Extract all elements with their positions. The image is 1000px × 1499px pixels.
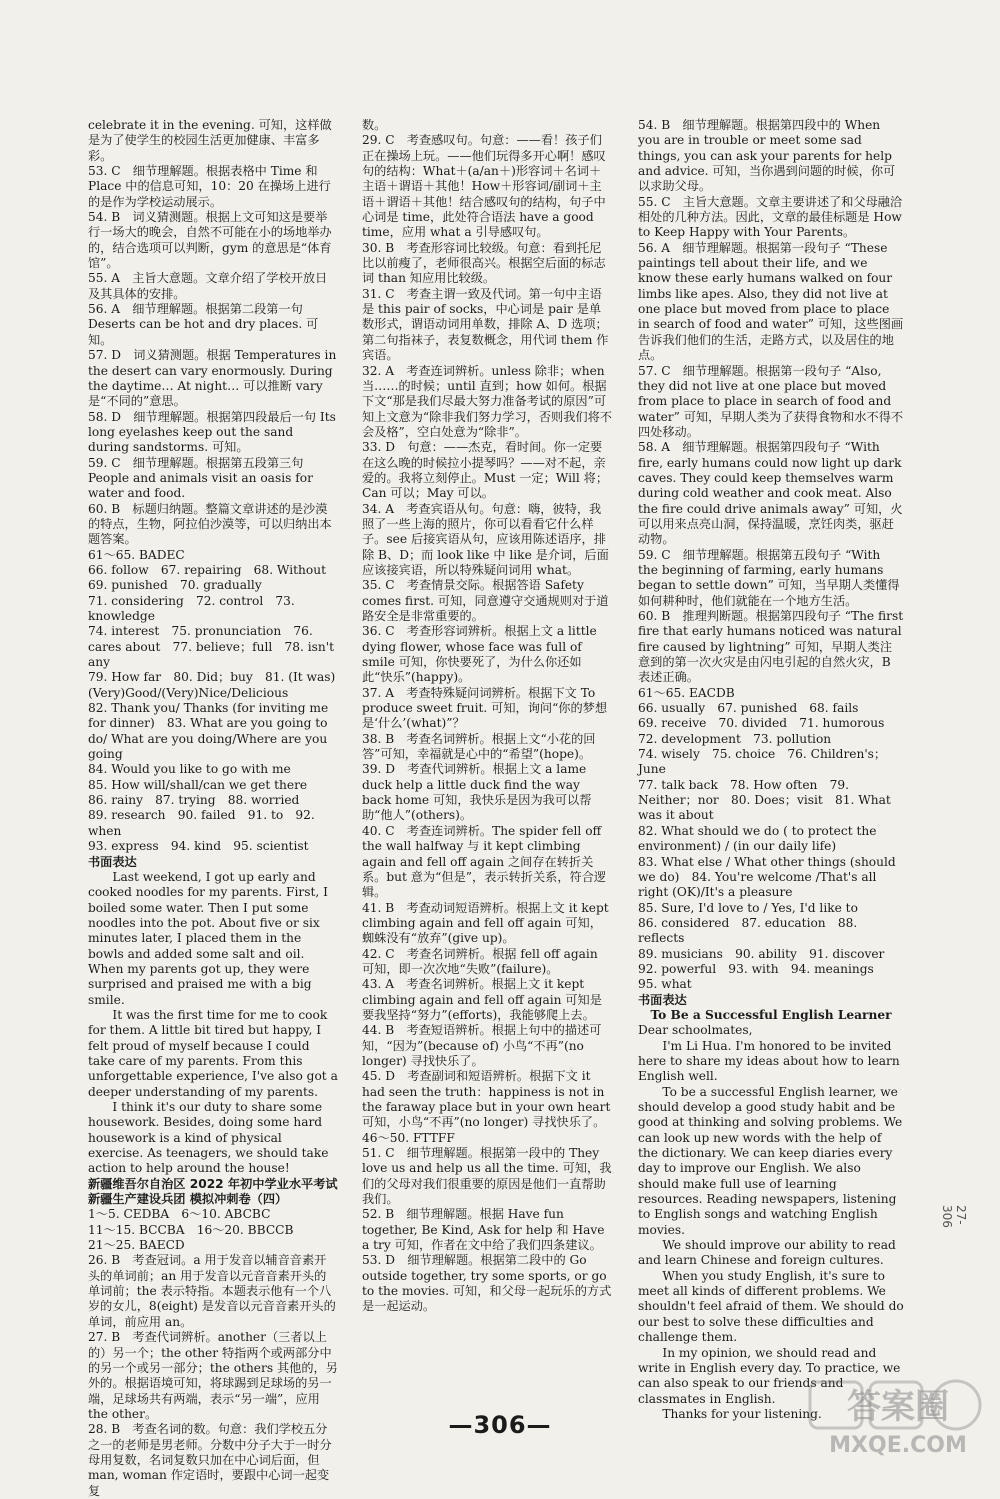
answer-item: 31. C 考查主谓一致及代词。第一句中主语是 this pair of socks，中心词是 pair 是单数形式，谓语动词用单数，排除 A、D 选项；第二句指袜子，表复数概念，用代词 them 作宾语。 (362, 286, 609, 363)
section-label: 书面表达 (88, 854, 137, 869)
column-middle (362, 118, 612, 1315)
answer-line: 82. Thank you/ Thanks (for inviting me for dinner) 83. What are you going to do/ What are you doing/Where are you going (88, 701, 329, 762)
essay-paragraph: Last weekend, I got up early and cooked noodles for my parents. First, I boiled some water. Then I put some noodles into the pot. About five or six minutes later, I placed them in the bowls and added some salt and oil. When my parents got up, they were surprised and praised me with a big smile. (88, 869, 328, 1007)
answer-item: 51. C 细节理解题。根据第一段中的 They love us and help us all the time. 可知，我们的父母对我们很重要的原因是他们一直帮助我们。 (362, 1146, 612, 1207)
page-number: —306— (448, 1411, 552, 1439)
section-heading: 新疆维吾尔自治区 2022 年初中学业水平考试 新疆生产建设兵团 模拟冲刺卷（四） (88, 1176, 338, 1207)
answer-line: 83. What else / What other things (should we do) 84. You're welcome /That's all right (OK)/It's a pleasure (638, 854, 896, 900)
answer-item: 44. B 考查短语辨析。根据上句中的描述可知，“因为”(because of) 小鸟“不再”(no longer) 寻找快乐了。 (362, 1023, 602, 1068)
answer-line: 77. talk back 78. How often 79. Neither；nor 80. Does；visit 81. What was it about (638, 777, 891, 823)
column-right (638, 118, 904, 1422)
answer-line: 11～15. BCCBA 16～20. BBCCB (88, 1222, 294, 1237)
answer-item: 37. A 考查特殊疑问词辨析。根据下文 To produce sweet fruit. 可知，询问“你的梦想是‘什么’(what)”？ (362, 685, 608, 731)
answer-item: 58. A 细节理解题。根据第四段句子 “With fire, early humans could now light up dark caves. They could keep themselves warm during cold weather and cook meat. Also the fire could drive animals away” 可知，火可以用来点亮山洞，保持温暖，烹饪肉类，驱赶动物。 (638, 440, 903, 547)
answer-line: 21～25. BAECD (88, 1238, 185, 1253)
section-label: 书面表达 (638, 992, 687, 1007)
answer-item: 36. C 考查形容词辨析。根据上文 a little dying flower, whose face was full of smile 可知，你快要死了，为什么你还如此“快乐”(happy)。 (362, 624, 597, 685)
answer-item: 41. B 考查动词短语辨析。根据上文 it kept climbing again and fell off again 可知，蜘蛛没有“放弃”(give up)。 (362, 900, 609, 946)
answer-item: 32. A 考查连词辨析。unless 除非；when 当……的时候；until 直到；how 如何。根据下文“那是我们尽最大努力准备考试的原因”可知上文意为“除非我们努力学习，否则我们将不会及格”，空白处意为“除非”。 (362, 363, 612, 439)
answer-item: 30. B 考查形容词比较级。句意：看到托尼比以前瘦了，老师很高兴。根据空后面的标志词 than 知应用比较级。 (362, 240, 606, 286)
answer-item: 52. B 细节理解题。根据 Have fun together, Be Kind, Ask for help 和 Have a try 可知，作者在文中给了我们四条建议。 (362, 1207, 605, 1253)
answer-line: 61～65. BADEC (88, 547, 185, 562)
essay-paragraph: To be a successful English learner, we should develop a good study habit and be good at thinking and solving problems. We can look up new words with the help of the dictionary. We can keep diaries every day to improve our English. We also should make full use of learning resources. Reading newspapers, listening to English songs and watching English movies. (638, 1084, 903, 1237)
essay-paragraph: When you study English, it's sure to meet all kinds of different problems. We shouldn't feel afraid of them. We should do our best to solve these difficulties and challenge them. (638, 1268, 904, 1345)
answer-line: 72. development 73. pollution (638, 731, 832, 746)
answer-line: 74. interest 75. pronunciation 76. cares about 77. believe；full 78. isn't any (88, 624, 335, 670)
answer-line: 86. rainy 87. trying 88. worried (88, 793, 300, 808)
answer-line: 93. express 94. kind 95. scientist (88, 839, 309, 854)
answer-item: 53. C 细节理解题。根据表格中 Time 和 Place 中的信息可知，10：20 在操场上进行的是作为学校运动展示。 (88, 164, 331, 209)
answer-item: 28. B 考查名词的数。句意：我们学校五分之一的老师是男老师。分数中分子大于一时分母用复数，名词复数只加在中心词后面，但 man, woman 作定语时，要跟中心词一起变复 (88, 1422, 332, 1498)
answer-item: 57. D 词义猜测题。根据 Temperatures in the desert can vary enormously. During the daytime… At night… 可以推断 vary 是“不同的”意思。 (88, 348, 337, 409)
answer-line: 74. wisely 75. choice 76. Children's；June (638, 747, 887, 777)
answer-item: 45. D 考查副词和短语辨析。根据下文 it had seen the truth：happiness is not in the faraway place but in your own heart 可知，小鸟“不再”(no longer) 寻找快乐了。 (362, 1069, 611, 1130)
answer-item: 56. A 细节理解题。根据第一段句子 “These paintings tell about their life, and we know these early humans walked on four limbs like apes. Also, they did not live at one place but moved from place to place in search of food and water” 可知，这些图画告诉我们他们的生活，走路方式，以及居住的地点。 (638, 240, 904, 363)
answer-item: 60. B 推理判断题。根据第四段句子 “The first fire that early humans noticed was natural fire caused by lightning” 可知，早期人类注意到的第一次火灾是由闪电引起的自然火灾，B 表述正确。 (638, 609, 904, 685)
answer-line: 数。 (362, 118, 387, 132)
answer-item: 40. C 考查连词辨析。The spider fell off the wall halfway 与 it kept climbing again and fell off again 之间存在转折关系。but 意为“但是”，表示转折关系，符合逻辑。 (362, 823, 607, 900)
answer-item: 39. D 考查代词辨析。根据上文 a lame duck help a little duck find the way back home 可知，我快乐是因为我可以帮助“他人”(others)。 (362, 762, 592, 823)
answer-item: 59. C 细节理解题。根据第五段第三句 People and animals visit an oasis for water and food. (88, 455, 313, 501)
answer-item: 26. B 考查冠词。a 用于发音以辅音音素开头的单词前；an 用于发音以元音音素开头的单词前；the 表示特指。本题表示他有一个八岁的女儿，8(eight) 是发音以元音音素开头的单词，前应用 an。 (88, 1253, 336, 1329)
essay-paragraph: Thanks for your listening. (662, 1406, 822, 1421)
answer-line: 79. How far 80. Did；buy 81. (It was) (Very)Good/(Very)Nice/Delicious (88, 670, 336, 700)
essay-paragraph: I'm Li Hua. I'm honored to be invited here to share my ideas about how to learn English well. (638, 1038, 900, 1084)
answer-item: 55. C 主旨大意题。文章主要讲述了和父母融洽相处的几种方法。因此，文章的最佳标题是 How to Keep Happy with Your Parents。 (638, 194, 903, 240)
essay-paragraph: We should improve our ability to read and learn Chinese and foreign cultures. (638, 1238, 896, 1268)
side-margin-text: 27-306 (940, 1205, 968, 1228)
answer-line: 66. follow 67. repairing 68. Without (88, 562, 326, 577)
essay-paragraph: In my opinion, we should read and write in English every day. To practice, we can also speak to our friends and classmates in English. (638, 1345, 901, 1406)
answer-line: 85. Sure, I'd love to / Yes, I'd like to (638, 900, 858, 915)
answer-line: 1～5. CEDBA 6～10. ABCBC (88, 1207, 271, 1222)
essay-paragraph: I think it's our duty to share some housework. Besides, doing some hard housework is a kind of physical exercise. As teenagers, we should take action to help around the house! (88, 1100, 329, 1176)
answer-item: 54. B 词义猜测题。根据上文可知这是要举行一场大的晚会，自然不可能在小的场地举办的，结合选项可以判断，gym 的意思是“体育馆”。 (88, 210, 332, 271)
answer-line: 89. research 90. failed 91. to 92. when (88, 808, 315, 838)
answer-item: 42. C 考查名词辨析。根据 fell off again 可知，即一次次地“失败”(failure)。 (362, 946, 598, 976)
answer-item: 56. A 细节理解题。根据第二段第一句 Deserts can be hot and dry places. 可知。 (88, 302, 319, 347)
answer-item: 43. A 考查名词辨析。根据上文 it kept climbing again and fell off again 可知是要我坚持“努力”(efforts)，我能够爬上去。 (362, 977, 602, 1022)
answer-line: 89. musicians 90. ability 91. discover (638, 946, 885, 961)
essay-paragraph: It was the first time for me to cook for them. A little bit tired but happy, I felt proud of myself because I could take care of my parents. From this unforgettable experience, I've also got a deeper understanding of my parents. (88, 1007, 338, 1099)
answer-item: 60. B 标题归纳题。整篇文章讲述的是沙漠的特点，生物，阿拉伯沙漠等，可以归纳出本题答案。 (88, 501, 332, 547)
answer-item: 33. D 句意：——杰克，看时间。你一定要在这么晚的时候拉小提琴吗？——对不起，亲爱的。我将立刻停止。Must 一定；Will 将；Can 可以；May 可以。 (362, 440, 609, 501)
answer-line: 69. receive 70. divided 71. humorous (638, 716, 885, 731)
answer-line: 86. considered 87. education 88. reflects (638, 915, 858, 946)
answer-line: 61～65. EACDB (638, 685, 735, 700)
column-left (88, 118, 338, 1499)
answer-line: 46～50. FTTFF (362, 1130, 455, 1145)
answer-item: 27. B 考查代词辨析。another（三者以上的）另一个；the other 特指两个或两部分中的另一个或另一部分；the others 其他的，另外的。根据语境可知，将球踢到足球场的另一端，足球场共有两端，表示“另一端”，应用 the other。 (88, 1330, 338, 1421)
answer-item: 54. B 细节理解题。根据第四段中的 When you are in trouble or meet some sad things, you can ask your parents for help and advice. 可知，当你遇到问题的时候，你可以求助父母。 (638, 118, 896, 194)
answer-line: 71. considering 72. control 73. knowledge (88, 593, 295, 623)
answer-item: 29. C 考查感叹句。句意：——看！孩子们正在操场上玩。——他们玩得多开心啊！感叹句的结构：What＋(a/an＋)形容词＋名词＋主语＋谓语＋其他！How＋形容词/副词＋主语＋谓语＋其他！结合感叹句的结构，句子中心词是 time，此处符合语法 have a good time，应用 what a 引导感叹句。 (362, 133, 606, 240)
answer-line: celebrate it in the evening. 可知，这样做是为了使学生的校园生活更加健康、丰富多彩。 (88, 118, 332, 163)
answer-item: 58. D 细节理解题。根据第四段最后一句 Its long eyelashes keep out the sand during sandstorms. 可知。 (88, 409, 336, 455)
answer-item: 34. A 考查宾语从句。句意：嗨，彼特，我照了一些上海的照片，你可以看看它什么样子。see 后接宾语从句，应该用陈述语序，排除 B、D；而 look like 中 like 是介词，后面应该接宾语，所以特殊疑问词用 what。 (362, 501, 609, 577)
answer-line: 69. punished 70. gradually (88, 578, 262, 593)
watermark-text-cn: 答案圈 (847, 1387, 949, 1427)
answer-item: 57. C 细节理解题。根据第一段句子 “Also, they did not live at one place but moved from place to place in search of food and water” 可知，早期人类为了获得食物和水不得不四处移动。 (638, 363, 904, 439)
answer-line: 82. What should we do ( to protect the environment) / (in our daily life) (638, 823, 877, 854)
answer-line: 66. usually 67. punished 68. fails (638, 701, 859, 716)
watermark-text-en: MXQE.COM (829, 1433, 967, 1458)
answer-item: 53. D 细节理解题。根据第二段中的 Go outside together, try some sports, or go to the movies. 可知，和父母一起玩乐的方式是一起运动。 (362, 1253, 612, 1314)
answer-line: 95. what (638, 977, 692, 992)
answer-line: 84. Would you like to go with me (88, 762, 291, 777)
answer-line: Dear schoolmates, (638, 1023, 753, 1038)
answer-line: 92. powerful 93. with 94. meanings (638, 961, 874, 976)
answer-line: 85. How will/shall/can we get there (88, 777, 308, 792)
essay-title: To Be a Successful English Learner (650, 1007, 892, 1022)
answer-item: 38. B 考查名词辨析。根据上文“小花的回答”可知，幸福就是心中的“希望”(hope)。 (362, 731, 596, 762)
answer-item: 35. C 考查情景交际。根据答语 Safety comes first. 可知，同意遵守交通规则对于道路安全是非常重要的。 (362, 578, 609, 623)
answer-item: 59. C 细节理解题。根据第五段句子 “With the beginning of farming, early humans began to settle down” 可知，当早期人类懂得如何耕种时，他们就能在一个地方生活。 (638, 547, 900, 608)
answer-item: 55. A 主旨大意题。文章介绍了学校开放日及其具体的安排。 (88, 271, 328, 301)
watermark-logo (808, 1378, 988, 1460)
